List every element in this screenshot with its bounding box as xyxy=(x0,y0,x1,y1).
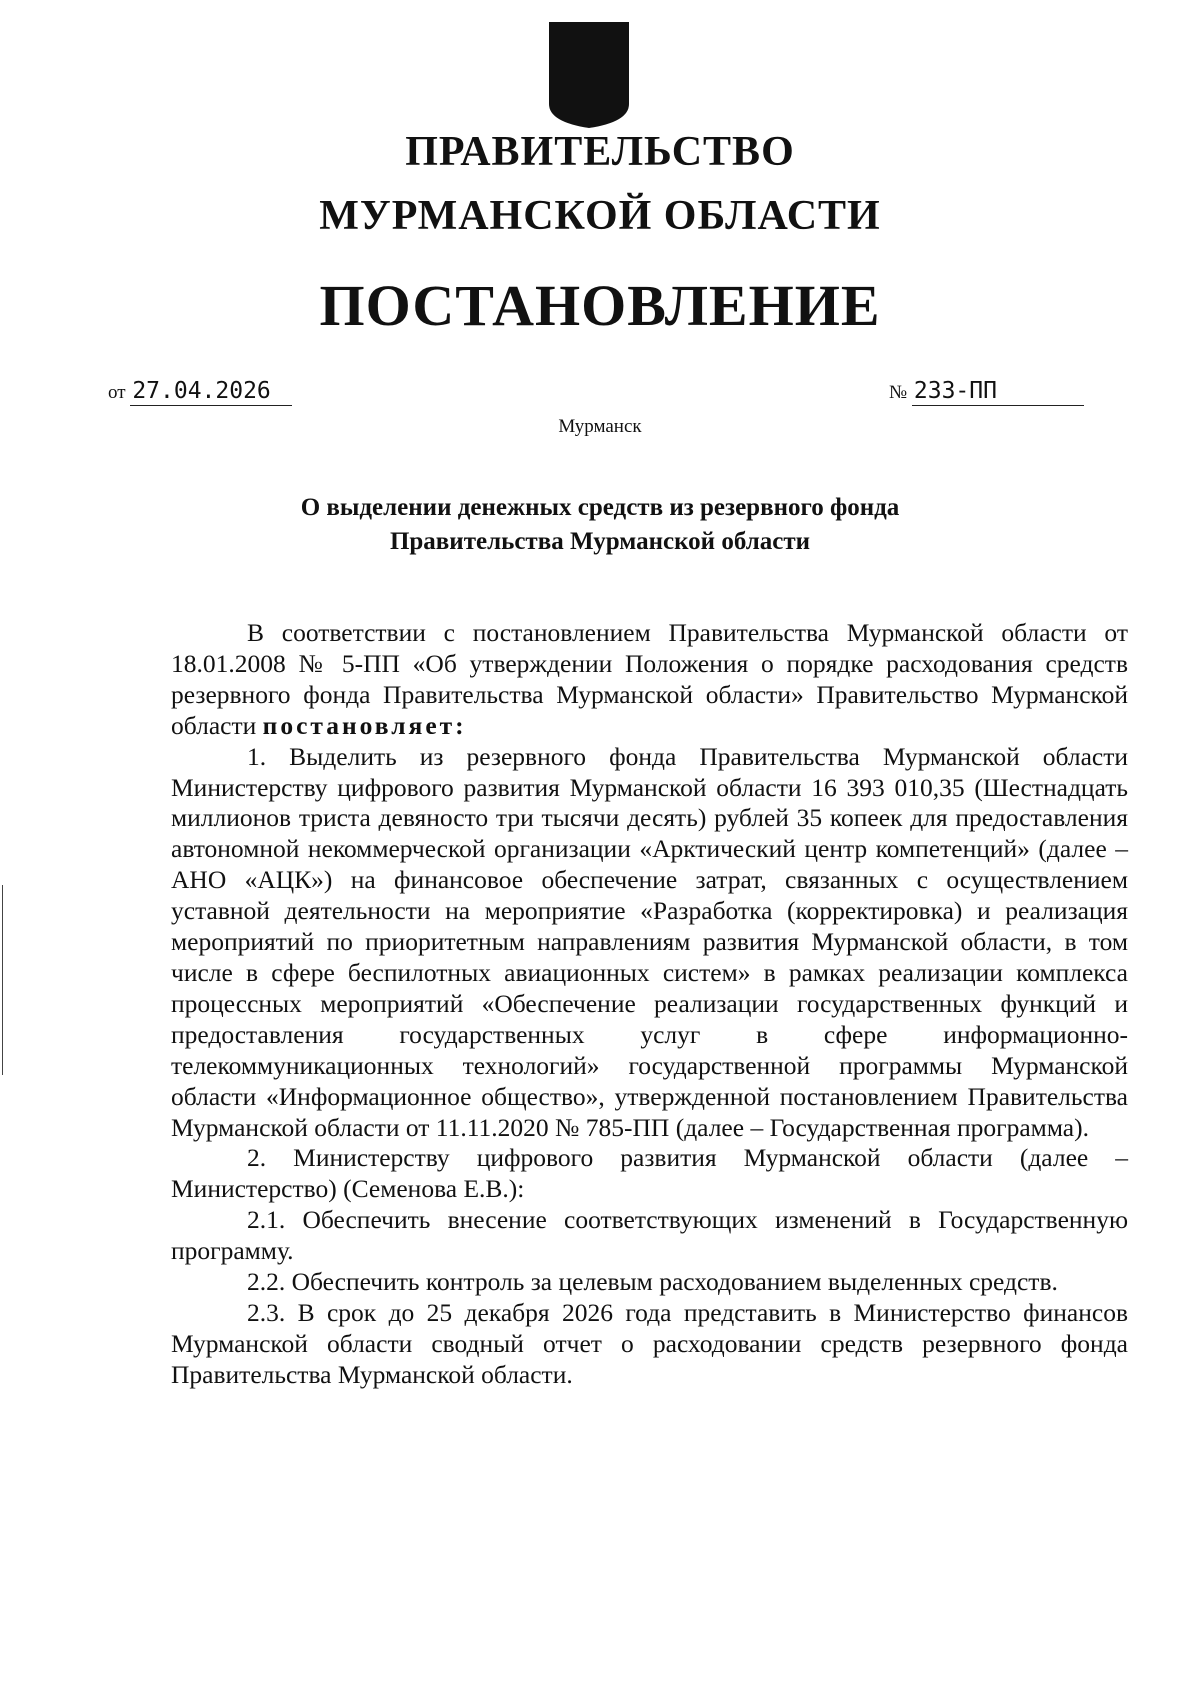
document-number: 233-ПП xyxy=(912,378,1084,406)
preamble-text: В соответствии с постановлением Правительства Мурманской области от 18.01.2008 № 5-ПП «Об утверждении Положения о порядке расходования средств резервного фонда Правительства Мурманской области» Правительство Мурманской области xyxy=(171,618,1128,740)
title-line2: Правительства Мурманской области xyxy=(389,528,811,555)
paragraph-2: 2. Министерству цифрового развития Мурманской области (далее – Министерство) (Семенова Е.В.): xyxy=(171,1143,1128,1204)
date-prefix: от xyxy=(108,382,126,403)
org-name-line1: ПРАВИТЕЛЬСТВО xyxy=(405,129,795,175)
paragraph-1: 1. Выделить из резервного фонда Правительства Мурманской области Министерству цифрового развития Мурманской области 16 393 010,35 (Шестнадцать миллионов триста девяносто три тысячи десять) рублей 35 копеек для предоставления автономной некоммерческой организации «Арктический центр компетенций» (далее – АНО «АЦК») на финансовое обеспечение затрат, связанных с осуществлением уставной деятельности на мероприятие «Разработка (корректировка) и реализация мероприятий по приоритетным направлениям развития Мурманской области, в том числе в сфере беспилотных авиационных систем» в рамках реализации комплекса процессных мероприятий «Обеспечение реализации государственных функций и предоставления государственных услуг в сфере информационно-телекоммуникационных технологий» государственной программы Мурманской области «Информационное общество», утвержденной постановлением Правительства Мурманской области от 11.11.2020 № 785-ПП (далее – Государственная программа). xyxy=(171,741,1128,1142)
document-type: ПОСТАНОВЛЕНИЕ xyxy=(319,273,881,338)
date-block xyxy=(108,378,292,406)
scan-margin-line xyxy=(2,885,3,1075)
paragraph-2-2: 2.2. Обеспечить контроль за целевым расходованием выделенных средств. xyxy=(247,1267,1058,1297)
number-block xyxy=(889,378,1084,406)
document-body xyxy=(171,618,1128,1391)
document-title xyxy=(0,491,1200,559)
document-date: 27.04.2026 xyxy=(130,378,292,406)
coat-of-arms-emblem xyxy=(549,22,629,128)
number-prefix: № xyxy=(889,382,908,403)
preamble-keyword: постановляет: xyxy=(262,710,467,740)
paragraph-2-3: 2.3. В срок до 25 декабря 2026 года представить в Министерство финансов Мурманской области сводный отчет о расходовании средств резервного фонда Правительства Мурманской области. xyxy=(171,1297,1128,1389)
preamble-paragraph xyxy=(171,618,1128,742)
title-line1: О выделении денежных средств из резервного фонда xyxy=(300,494,900,521)
org-name-line2: МУРМАНСКОЙ ОБЛАСТИ xyxy=(319,193,881,239)
city: Мурманск xyxy=(558,416,642,437)
paragraph-2-1: 2.1. Обеспечить внесение соответствующих изменений в Государственную программу. xyxy=(171,1205,1128,1266)
